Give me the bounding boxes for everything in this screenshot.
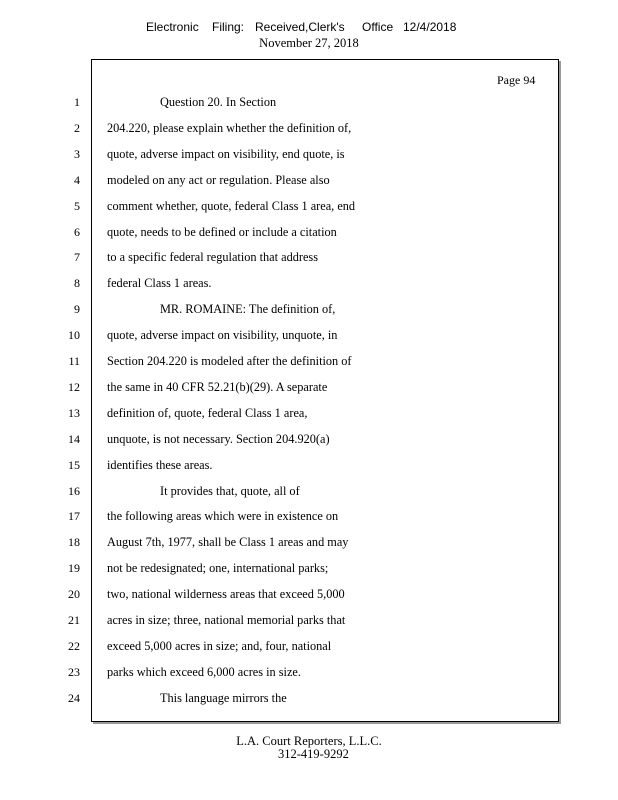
line-text: comment whether, quote, federal Class 1 area, end <box>107 199 356 213</box>
line-number: 11 <box>68 354 80 368</box>
line-number: 22 <box>68 639 80 653</box>
line-number: 24 <box>68 691 80 705</box>
line-number: 3 <box>74 147 80 161</box>
line-text: quote, adverse impact on visibility, unquote, in <box>107 328 338 342</box>
line-text: acres in size; three, national memorial parks that <box>107 613 346 627</box>
page-number: Page 94 <box>497 73 536 87</box>
line-text: modeled on any act or regulation. Please also <box>107 173 330 187</box>
line-text: to a specific federal regulation that address <box>107 250 319 264</box>
line-number: 21 <box>68 613 80 627</box>
line-number: 9 <box>74 302 80 316</box>
line-text: Question 20. In Section <box>160 95 277 109</box>
footer-phone: 312-419-9292 <box>278 747 349 761</box>
line-number: 7 <box>74 250 80 264</box>
line-number: 5 <box>74 199 80 213</box>
line-number: 20 <box>68 587 80 601</box>
line-number: 17 <box>68 509 80 523</box>
filing-header-date: 12/4/2018 <box>403 20 457 34</box>
line-text: Section 204.220 is modeled after the definition of <box>107 354 352 368</box>
line-text: two, national wilderness areas that exceed 5,000 <box>107 587 345 601</box>
line-number: 10 <box>68 328 80 342</box>
line-number: 12 <box>68 380 80 394</box>
line-text: quote, needs to be defined or include a citation <box>107 225 337 239</box>
line-number: 6 <box>74 225 80 239</box>
line-text: federal Class 1 areas. <box>107 276 212 290</box>
line-text: not be redesignated; one, international parks; <box>107 561 329 575</box>
line-text: 204.220, please explain whether the definition of, <box>107 121 352 135</box>
line-text: This language mirrors the <box>160 691 287 705</box>
line-text: quote, adverse impact on visibility, end quote, is <box>107 147 345 161</box>
transcript-date: November 27, 2018 <box>259 36 359 50</box>
filing-header-received: Received,Clerk's <box>255 20 345 34</box>
line-text: exceed 5,000 acres in size; and, four, national <box>107 639 332 653</box>
line-text: the following areas which were in existence on <box>107 509 339 523</box>
line-text: parks which exceed 6,000 acres in size. <box>107 665 301 679</box>
line-number: 8 <box>74 276 80 290</box>
line-number: 18 <box>68 535 80 549</box>
filing-header-filing: Filing: <box>212 20 245 34</box>
line-text: the same in 40 CFR 52.21(b)(29). A separate <box>107 380 328 394</box>
footer-company: L.A. Court Reporters, L.L.C. <box>236 734 382 748</box>
line-number: 19 <box>68 561 80 575</box>
line-text: August 7th, 1977, shall be Class 1 areas and may <box>107 535 349 549</box>
filing-header <box>0 20 618 36</box>
line-text: MR. ROMAINE: The definition of, <box>160 302 336 316</box>
line-number: 15 <box>68 458 80 472</box>
line-number: 16 <box>68 484 80 498</box>
line-number: 23 <box>68 665 80 679</box>
line-text: definition of, quote, federal Class 1 area, <box>107 406 308 420</box>
line-number: 2 <box>74 121 80 135</box>
line-text: unquote, is not necessary. Section 204.920(a) <box>107 432 330 446</box>
line-text: identifies these areas. <box>107 458 213 472</box>
line-text: It provides that, quote, all of <box>160 484 300 498</box>
filing-header-electronic: Electronic <box>146 20 199 34</box>
line-number: 14 <box>68 432 80 446</box>
line-number: 13 <box>68 406 80 420</box>
line-number: 4 <box>74 173 80 187</box>
line-number: 1 <box>74 95 80 109</box>
filing-header-office: Office <box>362 20 394 34</box>
